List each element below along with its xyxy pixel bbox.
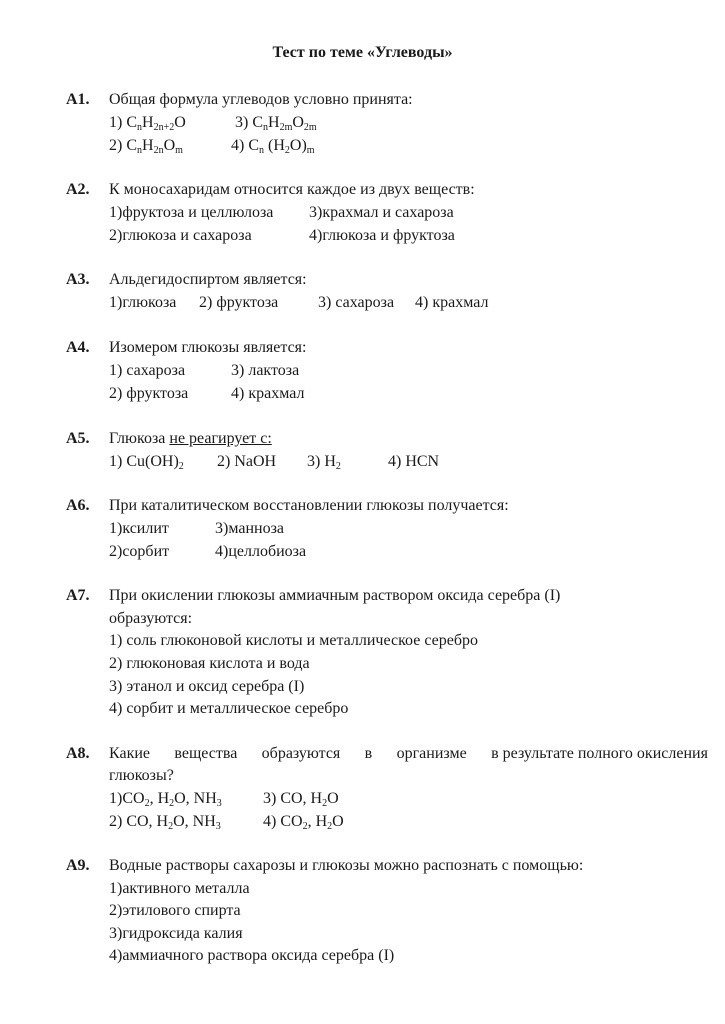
question-number-a9: А9. xyxy=(66,857,90,874)
question-number-a5: А5. xyxy=(66,430,90,447)
question-text-a7-line-1: При окислении глюкозы аммиачным раствором оксида серебра (I) xyxy=(109,587,561,604)
answer-a2-option-2: 2)глюкоза и сахароза xyxy=(109,227,252,244)
question-text-a6: При каталитическом восстановлении глюкозы получается: xyxy=(109,497,509,514)
answer-row-a2-2 xyxy=(109,225,455,247)
question-text-a4: Изомером глюкозы является: xyxy=(109,339,307,356)
answer-a9-option-3: 3)гидроксида калия xyxy=(109,925,243,942)
question-number-a3: А3. xyxy=(66,271,90,288)
answer-row-a4-2 xyxy=(109,383,304,405)
answer-a7-option-4: 4) сорбит и металлическое серебро xyxy=(109,700,349,717)
answer-a3-option-2: 2) фруктоза xyxy=(199,294,279,311)
answer-a6-option-3: 3)манноза xyxy=(215,520,284,537)
answer-a4-option-3: 3) лактоза xyxy=(231,362,300,379)
answer-row-a4-1 xyxy=(109,360,299,382)
question-number-a2: А2. xyxy=(66,181,90,198)
answer-a8-option-1: $1)CO_2$, $H_2O$, $NH_3$ xyxy=(109,790,222,809)
answer-a4-option-4: 4) крахмал xyxy=(231,385,305,402)
question-text-a8-line-1: Какие вещества образуются в организме в результате полного окисления xyxy=(109,745,708,762)
answer-a2-option-1: 1)фруктоза и целлюлоза xyxy=(109,204,274,221)
underlined-phrase: не реагирует с: xyxy=(169,430,272,447)
answer-a8-option-4: 4) $CO_2$, $H_2O$ xyxy=(263,813,344,832)
question-text-a1: Общая формула углеводов условно принята: xyxy=(109,91,413,108)
answer-a3-option-1: 1)глюкоза xyxy=(109,294,177,311)
answer-a9-option-1: 1)активного металла xyxy=(109,880,250,897)
answer-row-a1-1 xyxy=(109,112,317,134)
answer-a1-option-1: 1) $C_nH_{2n+2}O$ xyxy=(109,114,186,133)
question-number-a1: А1. xyxy=(66,91,90,108)
answer-row-a6-1 xyxy=(109,518,284,540)
answer-a3-option-4: 4) крахмал xyxy=(415,294,489,311)
answer-a4-option-1: 1) сахароза xyxy=(109,362,186,379)
answer-a5-option-2: 2) NaOH xyxy=(217,453,277,470)
answer-a2-option-3: 3)крахмал и сахароза xyxy=(309,204,454,221)
question-text-a5: Глюкоза не реагирует с: xyxy=(109,430,272,447)
question-number-a4: А4. xyxy=(66,339,90,356)
question-text-a8-line-2: глюкозы? xyxy=(109,767,174,784)
answer-a5-option-3: 3) $H_2$ xyxy=(307,453,341,472)
answer-a1-option-3: 3) $C_nH_{2m}O_{2m}$ xyxy=(235,114,317,133)
answer-a5-option-4: 4) HCN xyxy=(388,453,440,470)
question-text-a3: Альдегидоспиртом является: xyxy=(109,271,307,288)
answer-row-a5 xyxy=(109,451,439,473)
answer-a2-option-4: 4)глюкоза и фруктоза xyxy=(309,227,455,244)
answer-row-a8-2 xyxy=(109,811,344,833)
question-text-a2: К моносахаридам относится каждое из двух веществ: xyxy=(109,181,475,198)
answer-a7-option-3: 3) этанол и оксид серебра (I) xyxy=(109,678,305,695)
answer-a7-option-1: 1) соль глюконовой кислоты и металлическое серебро xyxy=(109,632,478,649)
answer-row-a8-1 xyxy=(109,788,339,810)
question-number-a7: А7. xyxy=(66,587,90,604)
question-text-a7-line-2: образуются: xyxy=(109,610,193,627)
answer-a5-option-1: 1) $Cu(OH)_2$ xyxy=(109,453,184,472)
answer-a9-option-2: 2)этилового спирта xyxy=(109,902,241,919)
answer-a4-option-2: 2) фруктоза xyxy=(109,385,189,402)
answer-a6-option-2: 2)сорбит xyxy=(109,543,170,560)
question-text-a9: Водные растворы сахарозы и глюкозы можно распознать с помощью: xyxy=(109,857,584,874)
answer-a1-option-2: 2) $C_nH_{2n}O_m$ xyxy=(109,137,183,156)
answer-row-a6-2 xyxy=(109,541,306,563)
answer-a6-option-1: 1)ксилит xyxy=(109,520,169,537)
answer-row-a1-2 xyxy=(109,135,315,157)
answer-a1-option-4: 4) $C_n$ $(H_2O)_m$ xyxy=(231,137,315,156)
answer-a8-option-3: 3) CO, $H_2O$ xyxy=(263,790,339,809)
answer-a8-option-2: 2) CO, $H_2O$, $NH_3$ xyxy=(109,813,221,832)
question-number-a8: А8. xyxy=(66,745,90,762)
page-title: Тест по теме «Углеводы» xyxy=(272,44,453,61)
answer-row-a2-1 xyxy=(109,202,454,224)
answer-a7-option-2: 2) глюконовая кислота и вода xyxy=(109,655,310,672)
answer-a9-option-4: 4)аммиачного раствора оксида серебра (I) xyxy=(109,947,395,964)
answer-a6-option-4: 4)целлобиоза xyxy=(215,543,307,560)
question-number-a6: А6. xyxy=(66,497,90,514)
answer-a3-option-3: 3) сахароза xyxy=(318,294,395,311)
answer-row-a3 xyxy=(109,292,488,314)
